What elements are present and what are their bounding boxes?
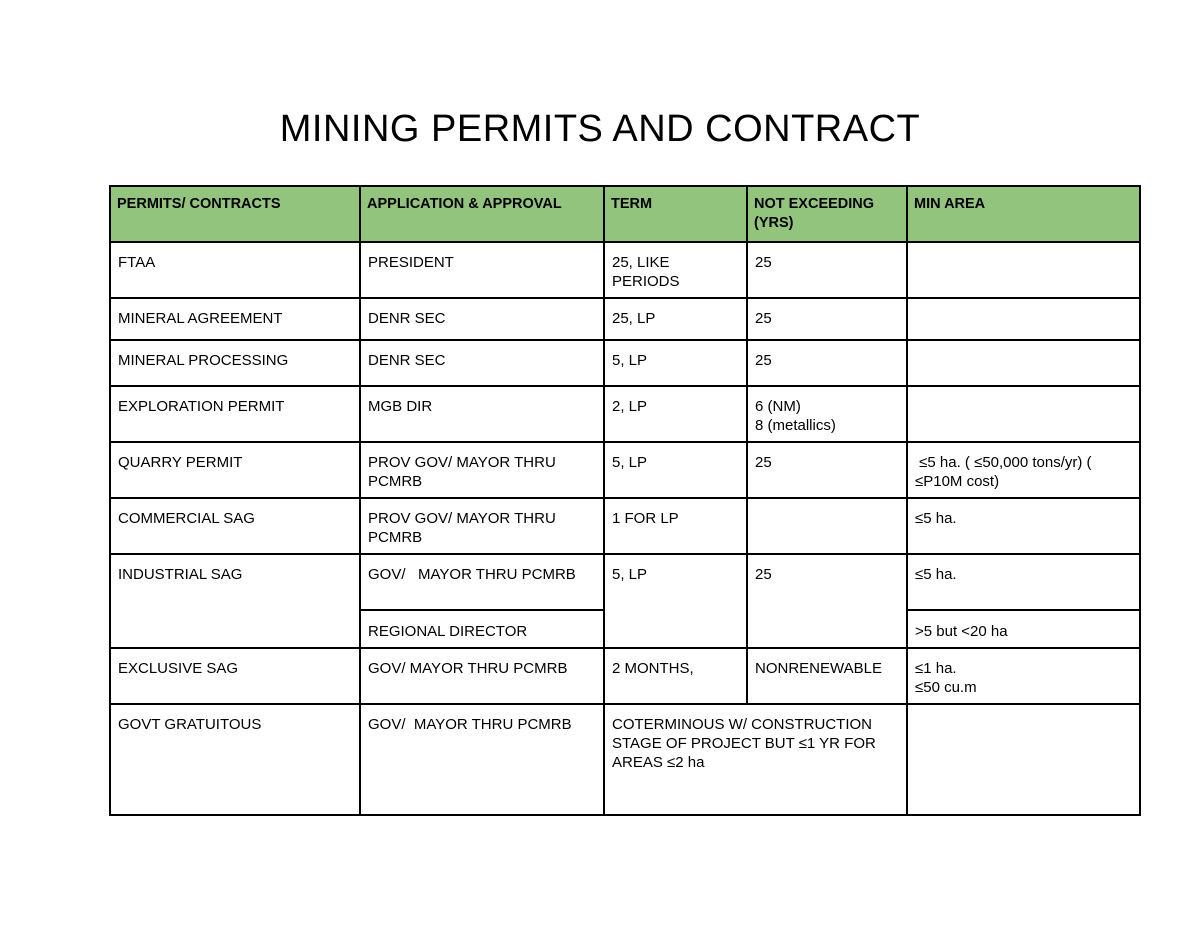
cell-approval: PROV GOV/ MAYOR THRU PCMRB (360, 442, 604, 498)
header-approval: APPLICATION & APPROVAL (360, 186, 604, 242)
cell-min-area: ≤1 ha. ≤50 cu.m (907, 648, 1140, 704)
cell-min-area (907, 298, 1140, 340)
cell-permit: GOVT GRATUITOUS (110, 704, 360, 815)
cell-min-area: ≤5 ha. ( ≤50,000 tons/yr) ( ≤P10M cost) (907, 442, 1140, 498)
table-row (110, 648, 1140, 704)
cell-term: COTERMINOUS W/ CONSTRUCTION STAGE OF PROJECT BUT ≤1 YR FOR AREAS ≤2 ha (604, 704, 907, 815)
cell-min-area (907, 386, 1140, 442)
cell-permit: MINERAL AGREEMENT (110, 298, 360, 340)
cell-permit: INDUSTRIAL SAG (110, 554, 360, 648)
cell-min-area (907, 242, 1140, 298)
cell-term: 25, LP (604, 298, 747, 340)
cell-term: 5, LP (604, 554, 747, 648)
cell-approval: REGIONAL DIRECTOR (360, 610, 604, 648)
header-min-area: MIN AREA (907, 186, 1140, 242)
header-permits: PERMITS/ CONTRACTS (110, 186, 360, 242)
cell-approval: DENR SEC (360, 298, 604, 340)
cell-term: 1 FOR LP (604, 498, 747, 554)
table-row (110, 242, 1140, 298)
cell-not-exceeding: 25 (747, 554, 907, 648)
cell-permit: EXCLUSIVE SAG (110, 648, 360, 704)
cell-permit: MINERAL PROCESSING (110, 340, 360, 386)
page-title: MINING PERMITS AND CONTRACT (279, 108, 921, 150)
cell-approval: GOV/ MAYOR THRU PCMRB (360, 554, 604, 610)
table-row (110, 498, 1140, 554)
cell-approval: PROV GOV/ MAYOR THRU PCMRB (360, 498, 604, 554)
cell-approval: GOV/ MAYOR THRU PCMRB (360, 648, 604, 704)
cell-min-area: >5 but <20 ha (907, 610, 1140, 648)
cell-permit: COMMERCIAL SAG (110, 498, 360, 554)
cell-min-area: ≤5 ha. (907, 498, 1140, 554)
cell-term: 25, LIKE PERIODS (604, 242, 747, 298)
cell-min-area: ≤5 ha. (907, 554, 1140, 610)
cell-term: 5, LP (604, 340, 747, 386)
cell-approval: DENR SEC (360, 340, 604, 386)
cell-term: 5, LP (604, 442, 747, 498)
cell-term: 2 MONTHS, (604, 648, 747, 704)
permits-table (109, 185, 1141, 816)
cell-permit: FTAA (110, 242, 360, 298)
header-term: TERM (604, 186, 747, 242)
cell-not-exceeding: 25 (747, 298, 907, 340)
table-row (110, 442, 1140, 498)
cell-not-exceeding (747, 498, 907, 554)
cell-not-exceeding: 25 (747, 340, 907, 386)
table-row (110, 704, 1140, 815)
table-row (110, 340, 1140, 386)
cell-not-exceeding: 25 (747, 442, 907, 498)
cell-permit: QUARRY PERMIT (110, 442, 360, 498)
cell-permit: EXPLORATION PERMIT (110, 386, 360, 442)
cell-not-exceeding: 25 (747, 242, 907, 298)
table-header-row (110, 186, 1140, 242)
cell-not-exceeding: 6 (NM) 8 (metallics) (747, 386, 907, 442)
cell-not-exceeding: NONRENEWABLE (747, 648, 907, 704)
cell-term: 2, LP (604, 386, 747, 442)
table-row (110, 386, 1140, 442)
cell-approval: MGB DIR (360, 386, 604, 442)
table-row (110, 298, 1140, 340)
cell-approval: GOV/ MAYOR THRU PCMRB (360, 704, 604, 815)
cell-approval: PRESIDENT (360, 242, 604, 298)
header-not-exceeding: NOT EXCEEDING (YRS) (747, 186, 907, 242)
cell-min-area (907, 704, 1140, 815)
table-row (110, 554, 1140, 610)
cell-min-area (907, 340, 1140, 386)
